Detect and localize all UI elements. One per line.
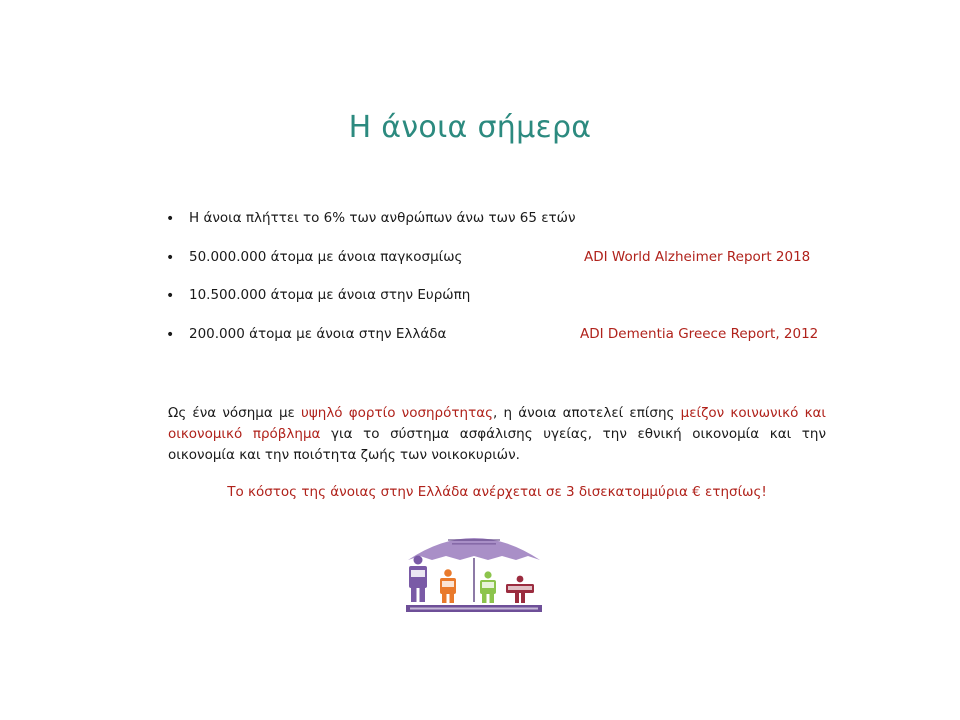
bullet-text: Η άνοια πλήττει το 6% των ανθρώπων άνω των 65 ετών — [189, 210, 576, 226]
bullet-item — [166, 286, 846, 325]
maroon-figure — [506, 576, 534, 603]
umbrella-canopy — [408, 538, 540, 560]
bullet-item — [166, 248, 846, 287]
green-figure — [480, 571, 496, 603]
bullet-marker: • — [166, 288, 175, 304]
paragraph-text: Ως ένα νόσημα με — [168, 405, 302, 421]
cost-statement: Το κόστος της άνοιας στην Ελλάδα ανέρχεται σε 3 δισεκατομμύρια € ετησίως! — [227, 484, 767, 500]
umbrella-label: DEMENTIA — [444, 528, 504, 539]
dementia-umbrella-illustration — [404, 524, 544, 616]
bullet-marker: • — [166, 249, 175, 266]
paragraph-text: για το σύστημα ασφάλισης υγείας, την εθνική οικονομία και την οικονομία και την ποιότητα ζωής των νοικοκυριών. — [168, 426, 826, 463]
bullet-list — [166, 209, 846, 363]
orange-figure — [440, 569, 456, 603]
umbrella-pole — [473, 558, 475, 602]
bullet-text: 200.000 άτομα με άνοια στην Ελλάδα — [189, 325, 447, 342]
bullet-text: 10.500.000 άτομα με άνοια στην Ευρώπη — [189, 287, 471, 303]
bullet-text: 50.000.000 άτομα με άνοια παγκοσμίως — [189, 248, 463, 265]
bullet-item — [166, 209, 846, 248]
purple-figure — [409, 556, 427, 603]
paragraph-highlight: υψηλό φορτίο νοσηρότητας — [301, 405, 494, 421]
bullet-source-citation: ADI World Alzheimer Report 2018 — [584, 248, 811, 265]
paragraph-text: , η άνοια αποτελεί επίσης — [493, 405, 681, 421]
bullet-marker: • — [166, 211, 175, 227]
dementia-umbrella-graphic — [404, 524, 544, 616]
paragraph-highlight: μείζον κοινωνικό και οικονομικό πρόβλημα — [168, 405, 826, 442]
slide-title: Η άνοια σήμερα — [348, 110, 592, 145]
bullet-item — [166, 325, 846, 364]
burden-paragraph — [168, 403, 826, 466]
bullet-marker: • — [166, 326, 175, 343]
bullet-source-citation: ADI Dementia Greece Report, 2012 — [580, 325, 819, 342]
